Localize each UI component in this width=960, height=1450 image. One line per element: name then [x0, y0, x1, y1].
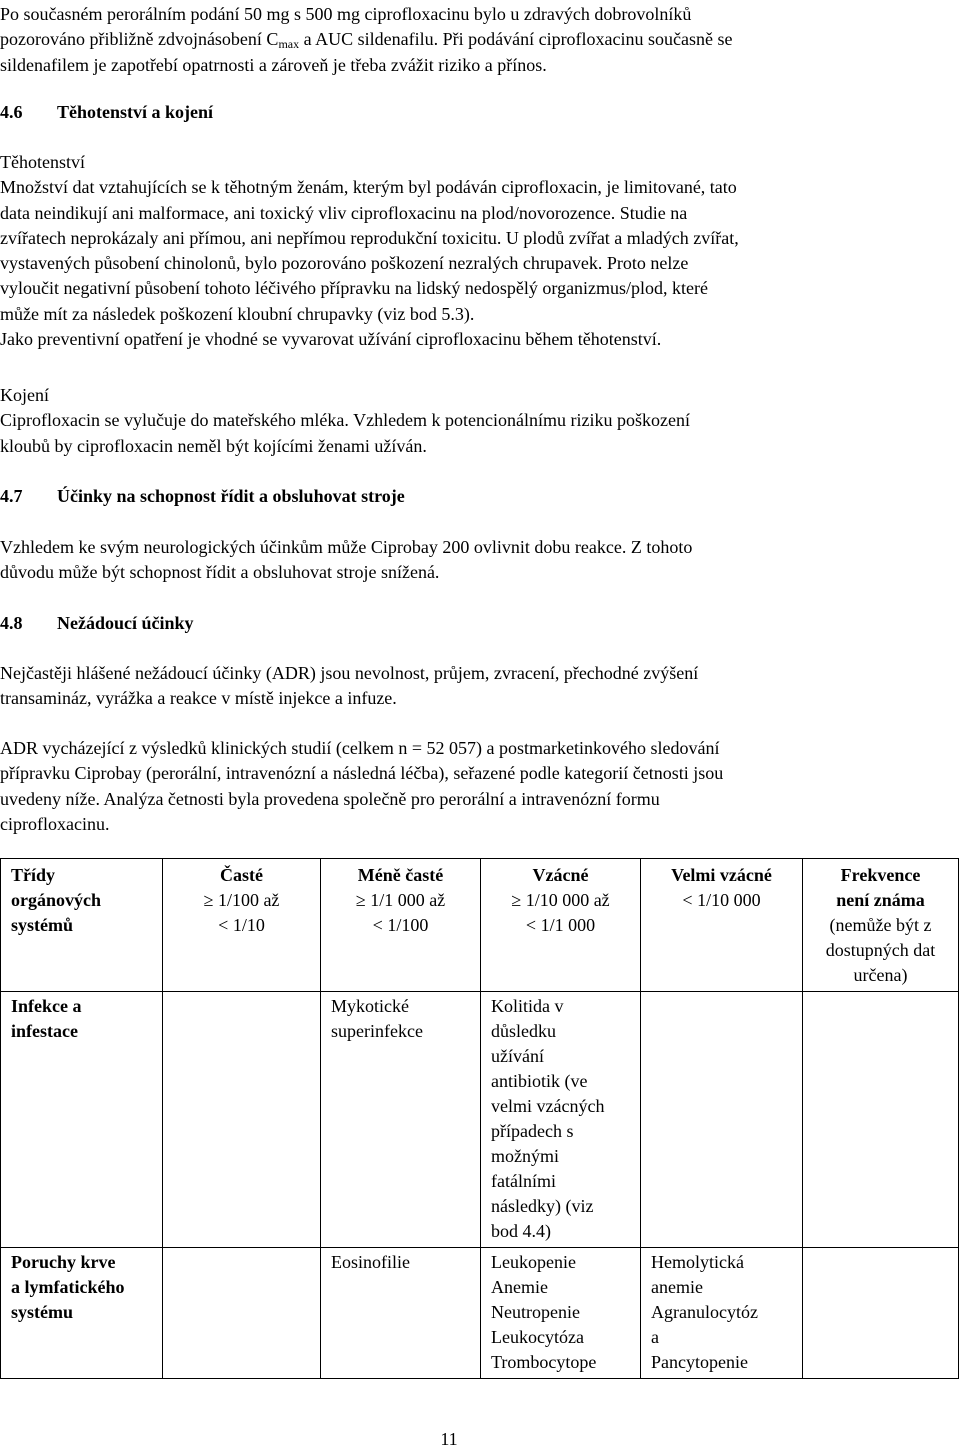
text-line: důvodu může být schopnost řídit a obsluhovat stroje snížená.	[0, 562, 440, 583]
text-line: přípravku Ciprobay (perorální, intravenózní a následná léčba), seřazené podle kategorií četnosti jsou	[0, 763, 724, 784]
table-row	[1, 992, 959, 1248]
cell-line: Méně časté	[357, 865, 444, 885]
text-line: ADR vycházející z výsledků klinických studií (celkem n = 52 057) a postmarketinkového sledování	[0, 738, 720, 758]
cell-line: Leukopenie	[491, 1252, 576, 1272]
table-cell	[803, 1248, 959, 1379]
cell-line: případech s	[491, 1121, 574, 1141]
cell-line: superinfekce	[331, 1021, 423, 1041]
section-number: 4.7	[0, 486, 23, 506]
table-header-cell	[803, 859, 959, 992]
pregnancy-paragraph	[0, 150, 958, 352]
table-cell	[163, 992, 321, 1248]
cell-line: Neutropenie	[491, 1302, 580, 1322]
table-cell	[481, 992, 641, 1248]
cell-line: < 1/10	[218, 915, 265, 935]
cell-line: užívání	[491, 1046, 544, 1066]
table-cell	[321, 992, 481, 1248]
cell-line: následky) (viz	[491, 1196, 594, 1216]
section-title: Těhotenství a kojení	[57, 102, 214, 122]
cell-line: ≥ 1/100 až	[203, 890, 280, 910]
cell-line: < 1/1 000	[525, 915, 596, 935]
adr-frequency-table	[0, 858, 959, 1379]
cell-line: Infekce a	[11, 996, 82, 1016]
text-line: může mít za následek poškození kloubní chrupavky (viz bod 5.3).	[0, 303, 475, 324]
cell-line: infestace	[11, 1021, 78, 1041]
text-line: Množství dat vztahujících se k těhotným ženám, kterým byl podáván ciprofloxacin, je limitované, tato	[0, 177, 737, 198]
cell-line: fatálními	[491, 1171, 556, 1191]
text-line: uvedeny níže. Analýza četnosti byla provedena společně pro perorální a intravenózní formu	[0, 788, 660, 809]
intro-paragraph	[0, 2, 958, 78]
cell-line: Kolitida v	[491, 996, 564, 1016]
cell-line: a	[651, 1327, 659, 1347]
table-cell	[641, 992, 803, 1248]
cell-line: Hemolytická	[651, 1252, 744, 1272]
cell-line: velmi vzácných	[491, 1096, 605, 1116]
cell-line: Pancytopenie	[651, 1352, 748, 1372]
cell-line: Poruchy krve	[11, 1252, 116, 1272]
cell-line: bod 4.4)	[491, 1221, 551, 1241]
cell-line: Velmi vzácné	[671, 865, 772, 885]
cell-line: (nemůže být z	[829, 915, 932, 935]
intro-line: sildenafilem je zapotřebí opatrnosti a zároveň je třeba zvážit riziko a přínos.	[0, 54, 547, 75]
cell-line: Agranulocytóz	[651, 1302, 758, 1322]
cell-line: antibiotik (ve	[491, 1071, 588, 1091]
table-header-cell	[1, 859, 163, 992]
intro-text: a AUC sildenafilu. Při podávání ciprofloxacinu současně se	[299, 29, 733, 50]
organ-class-cell	[1, 992, 163, 1248]
table-row	[1, 1248, 959, 1379]
cell-line: ≥ 1/1 000 až	[355, 890, 446, 910]
cell-line: možnými	[491, 1146, 559, 1166]
breastfeeding-paragraph	[0, 383, 958, 459]
cell-line: a lymfatického	[11, 1277, 125, 1297]
text-line: Ciprofloxacin se vylučuje do mateřského mléka. Vzhledem k potencionálnímu riziku poškození	[0, 410, 690, 431]
table-header-row	[1, 859, 959, 992]
cell-line: systému	[11, 1302, 73, 1322]
cell-line: Anemie	[491, 1277, 548, 1297]
table-cell	[803, 992, 959, 1248]
text-line: Vzhledem ke svým neurologických účinkům může Ciprobay 200 ovlivnit dobu reakce. Z tohoto	[0, 537, 693, 557]
cell-line: < 1/10 000	[682, 890, 761, 910]
cell-line: anemie	[651, 1277, 703, 1297]
intro-line	[0, 27, 958, 52]
cell-line: Mykotické	[331, 996, 409, 1016]
text-line: transamináz, vyrážka a reakce v místě injekce a infuze.	[0, 688, 397, 709]
section-number: 4.6	[0, 102, 23, 122]
cell-line: není známa	[836, 890, 925, 910]
cell-line: Trombocytope	[491, 1352, 597, 1372]
table-header-cell	[321, 859, 481, 992]
text-line: data neindikují ani malformace, ani toxický vliv ciprofloxacinu na plod/novorozence. Studie na	[0, 202, 688, 223]
cell-line: Frekvence	[840, 865, 921, 885]
cell-line: Eosinofilie	[331, 1252, 410, 1272]
table-cell	[641, 1248, 803, 1379]
text-line: ciprofloxacinu.	[0, 813, 110, 834]
cell-line: Leukocytóza	[491, 1327, 584, 1347]
text-line: Nejčastěji hlášené nežádoucí účinky (ADR) jsou nevolnost, průjem, zvracení, přechodné zvýšení	[0, 663, 699, 683]
driving-paragraph	[0, 535, 958, 586]
table-cell	[163, 1248, 321, 1379]
intro-line: Po současném perorálním podání 50 mg s 500 mg ciprofloxacinu bylo u zdravých dobrovolníků	[0, 4, 692, 24]
subheading-breastfeeding: Kojení	[0, 385, 49, 405]
cell-line: důsledku	[491, 1021, 556, 1041]
text-line: zvířatech neprokázaly ani přímou, ani nepřímou reprodukční toxicitu. U plodů zvířat a mladých zvířat,	[0, 227, 739, 248]
cell-line: Časté	[220, 865, 263, 885]
cell-line: orgánových	[11, 890, 101, 910]
section-heading-4-8	[0, 611, 194, 636]
adr-paragraph-1	[0, 661, 958, 712]
text-line: Jako preventivní opatření je vhodné se vyvarovat užívání ciprofloxacinu během těhotenství.	[0, 329, 662, 350]
subheading-pregnancy: Těhotenství	[0, 152, 85, 172]
section-title: Nežádoucí účinky	[57, 613, 194, 633]
text-line: kloubů by ciprofloxacin neměl být kojícími ženami užíván.	[0, 435, 427, 456]
intro-text: pozorováno přibližně zdvojnásobení C	[0, 29, 279, 50]
table-cell	[321, 1248, 481, 1379]
cell-line: Třídy	[11, 865, 56, 885]
page-number: 11	[440, 1429, 458, 1449]
organ-class-cell	[1, 1248, 163, 1379]
cell-line: systémů	[11, 915, 73, 935]
cell-line: ≥ 1/10 000 až	[511, 890, 610, 910]
section-number: 4.8	[0, 613, 23, 633]
table-header-cell	[481, 859, 641, 992]
cell-line: < 1/100	[372, 915, 429, 935]
cmax-subscript: max	[278, 37, 300, 52]
adr-paragraph-2	[0, 736, 958, 837]
cell-line: Vzácné	[532, 865, 589, 885]
section-heading-4-6	[0, 100, 213, 125]
cell-line: určena)	[853, 965, 908, 985]
text-line: vystavených působení chinolonů, bylo pozorováno poškození nezralých chrupavek. Proto nelze	[0, 253, 689, 274]
text-line: vyloučit negativní působení tohoto léčivého přípravku na lidský nedospělý organizmus/plod, které	[0, 278, 709, 299]
table-cell	[481, 1248, 641, 1379]
section-heading-4-7	[0, 484, 405, 509]
table-header-cell	[641, 859, 803, 992]
table-header-cell	[163, 859, 321, 992]
cell-line: dostupných dat	[825, 940, 936, 960]
section-title: Účinky na schopnost řídit a obsluhovat stroje	[57, 486, 405, 506]
